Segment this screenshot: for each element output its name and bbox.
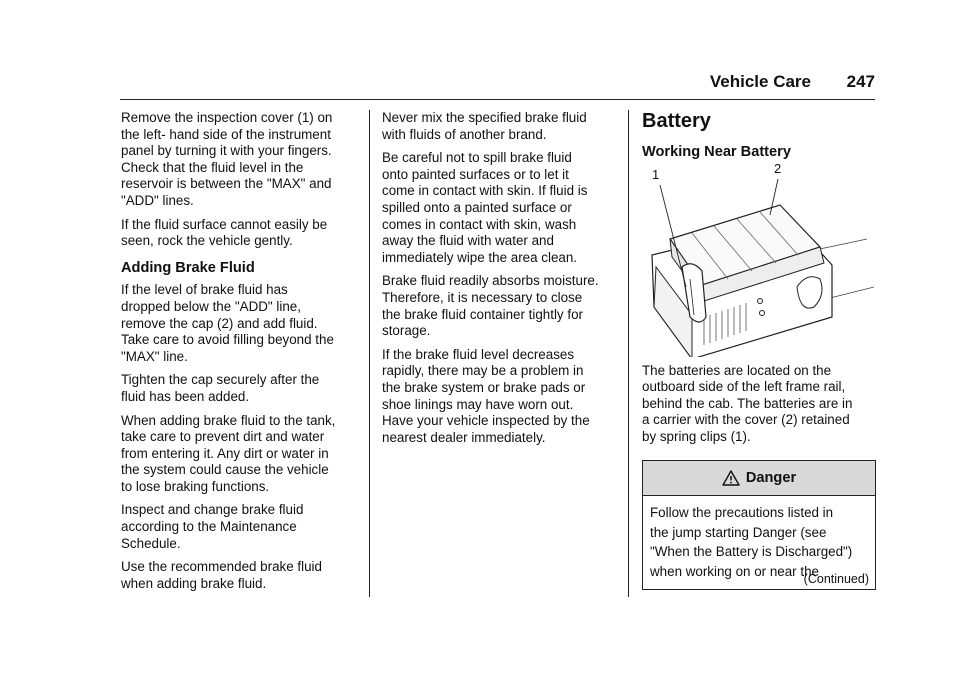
section-heading-battery: Battery	[642, 110, 711, 132]
paragraph: Remove the inspection cover (1) on the left- hand side of the instrument panel by turning it with your fingers. Check that the fluid level in the reservoir is between the "MAX" and "ADD" lines.	[121, 110, 333, 208]
column-divider	[628, 110, 629, 597]
subheading-working-near-battery: Working Near Battery	[642, 144, 791, 160]
section-title: Vehicle Care	[709, 72, 811, 91]
column-1	[121, 110, 357, 599]
danger-box	[642, 460, 876, 590]
paragraph: Tighten the cap securely after the fluid has been added.	[121, 372, 320, 404]
battery-illustration	[642, 160, 875, 357]
page-header	[120, 72, 875, 100]
paragraph: The batteries are located on the outboard side of the left frame rail, behind the cab. The batteries are in a carrier with the cover (2) retained by spring clips (1).	[642, 362, 853, 444]
paragraph: If the fluid surface cannot easily be seen, rock the vehicle gently.	[121, 216, 328, 249]
callout-2: 2	[774, 160, 782, 176]
page-number: 247	[846, 72, 875, 91]
callout-1: 1	[652, 166, 660, 182]
paragraph: If the brake fluid level decreases rapidly, there may be a problem in the brake system or brake pads or shoe linings may have worn out. Have your vehicle inspected by the nearest dealer immediately.	[382, 346, 590, 445]
heading-adding-brake-fluid: Adding Brake Fluid	[121, 259, 255, 276]
danger-body: Follow the precautions listed in the jump starting Danger (see "When the Battery is Discharged") when working on or near the	[650, 505, 853, 579]
danger-header	[643, 461, 875, 496]
paragraph: Brake fluid readily absorbs moisture. Therefore, it is necessary to close the brake fluid container tightly for storage.	[382, 273, 599, 339]
battery-drawing	[642, 167, 875, 357]
continued-label: (Continued)	[803, 572, 869, 586]
paragraph: Inspect and change brake fluid according to the Maintenance Schedule.	[121, 502, 304, 551]
warning-triangle-icon	[722, 470, 740, 486]
paragraph: Use the recommended brake fluid when adding brake fluid.	[121, 559, 322, 591]
column-2	[382, 110, 618, 453]
paragraph: If the level of brake fluid has dropped below the "ADD" line, remove the cap (2) and add fluid. Take care to avoid filling beyond the "MAX" line.	[121, 282, 334, 364]
paragraph: When adding brake fluid to the tank, take care to prevent dirt and water from entering it. Any dirt or water in the system could cause the vehicle to lose braking functions.	[121, 412, 336, 494]
paragraph: Never mix the specified brake fluid with fluids of another brand.	[382, 110, 587, 142]
paragraph: Be careful not to spill brake fluid onto painted surfaces or to let it come in contact with skin. If fluid is spilled onto a painted surface or comes in contact with skin, wash away the fluid with water and immediately wipe the area clean.	[382, 150, 588, 265]
column-3	[642, 110, 878, 453]
column-divider	[369, 110, 370, 597]
danger-title: Danger	[745, 470, 797, 486]
